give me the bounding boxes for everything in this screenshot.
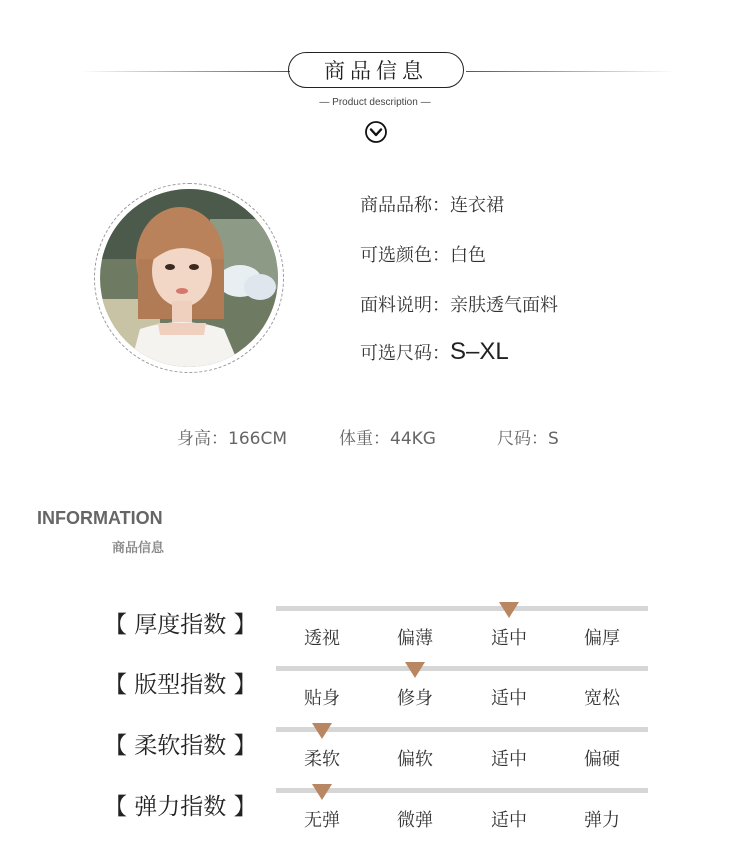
product-color-label: 可选颜色： [360, 245, 450, 266]
index-option: 适中 [491, 628, 527, 649]
index-label: 【 版型指数 】 [104, 672, 257, 698]
index-option: 偏硬 [584, 749, 620, 770]
index-option: 柔软 [304, 749, 340, 770]
index-label: 【 弹力指数 】 [104, 794, 257, 820]
index-option: 宽松 [584, 688, 620, 709]
product-fabric-row [360, 291, 558, 317]
index-marker-icon [312, 784, 332, 800]
index-option: 修身 [397, 688, 433, 709]
product-fabric-value: 亲肤透气面料 [450, 295, 558, 316]
information-subheading: 商品信息 [112, 541, 165, 556]
index-option: 透视 [304, 628, 340, 649]
section-title: 商品信息 [288, 52, 464, 88]
section-subtitle: — Product description — [319, 97, 431, 108]
product-name-value: 连衣裙 [450, 195, 504, 216]
header-divider-right [466, 71, 676, 72]
model-size: 尺码：S [497, 429, 559, 449]
index-option: 偏软 [397, 749, 433, 770]
product-color-row [360, 241, 486, 267]
product-name-label: 商品品称： [360, 195, 450, 216]
product-size-row [360, 338, 509, 366]
product-name-row [360, 191, 504, 217]
index-option: 弹力 [584, 810, 620, 831]
product-size-label: 可选尺码： [360, 343, 450, 364]
index-option: 贴身 [304, 688, 340, 709]
index-option: 偏薄 [397, 628, 433, 649]
model-photo [94, 183, 284, 373]
index-marker-icon [405, 662, 425, 678]
header-divider-left [80, 71, 290, 72]
product-size-value: S–XL [450, 338, 509, 365]
index-option: 适中 [491, 749, 527, 770]
index-label: 【 柔软指数 】 [104, 733, 257, 759]
product-fabric-label: 面料说明： [360, 295, 450, 316]
chevron-down-circle-icon [364, 120, 388, 144]
index-option: 适中 [491, 810, 527, 831]
index-marker-icon [499, 602, 519, 618]
model-height: 身高：166CM [177, 429, 287, 449]
index-option: 适中 [491, 688, 527, 709]
index-option: 偏厚 [584, 628, 620, 649]
index-option: 微弹 [397, 810, 433, 831]
product-color-value: 白色 [450, 245, 486, 266]
index-label: 【 厚度指数 】 [104, 612, 257, 638]
index-bar [276, 666, 648, 671]
index-bar [276, 606, 648, 611]
model-weight: 体重：44KG [339, 429, 436, 449]
index-option: 无弹 [304, 810, 340, 831]
information-heading: INFORMATION [37, 508, 163, 528]
index-marker-icon [312, 723, 332, 739]
